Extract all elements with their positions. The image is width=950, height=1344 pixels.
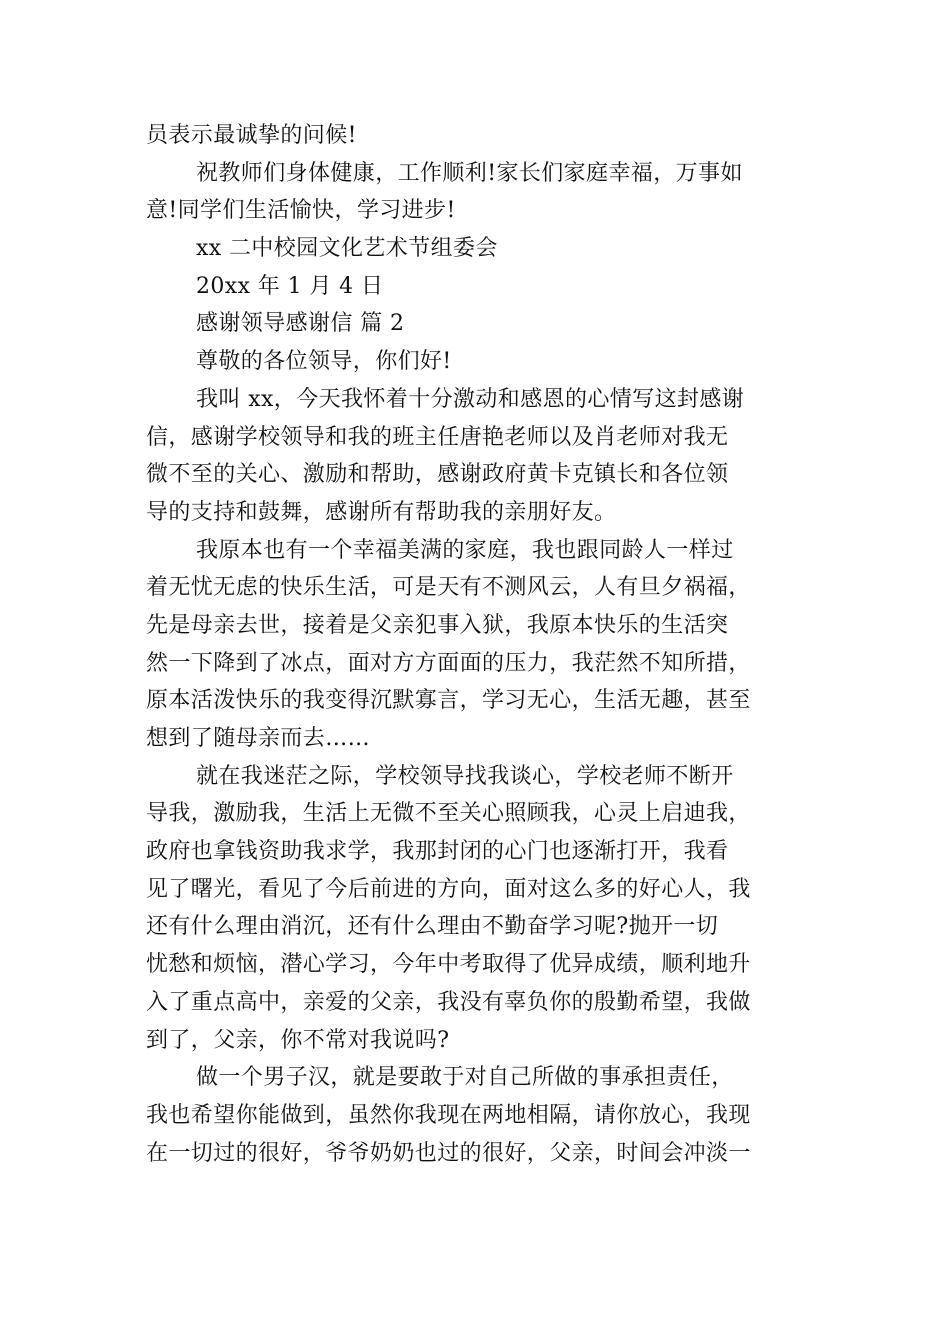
text-line: 导我，激励我，生活上无微不至关心照顾我，心灵上启迪我， xyxy=(146,801,751,827)
text-line: 着无忧无虑的快乐生活，可是天有不测风云，人有旦夕祸福， xyxy=(146,575,751,601)
text-line: 见了曙光，看见了今后前进的方向，面对这么多的好心人，我 xyxy=(146,876,751,902)
text-line: 原本活泼快乐的我变得沉默寡言，学习无心，生活无趣，甚至 xyxy=(146,688,751,714)
text-line: 信，感谢学校领导和我的班主任唐艳老师以及肖老师对我无 xyxy=(146,424,729,450)
signature-date: 20xx 年 1 月 4 日 xyxy=(196,273,384,299)
text-line: 忧愁和烦恼，潜心学习，今年中考取得了优异成绩，顺利地升 xyxy=(146,952,751,978)
section-title: 感谢领导感谢信 篇 2 xyxy=(196,311,405,337)
text-line: 导的支持和鼓舞，感谢所有帮助我的亲朋好友。 xyxy=(146,499,617,525)
salutation: 尊敬的各位领导，你们好! xyxy=(196,349,452,375)
text-line: 到了，父亲，你不常对我说吗? xyxy=(146,1027,450,1053)
text-line: 我叫 xx，今天我怀着十分激动和感恩的心情写这封感谢 xyxy=(196,386,745,412)
text-line: 先是母亲去世，接着是父亲犯事入狱，我原本快乐的生活突 xyxy=(146,612,729,638)
text-line: 意!同学们生活愉快，学习进步! xyxy=(146,198,456,224)
text-line: 入了重点高中，亲爱的父亲，我没有辜负你的殷勤希望，我做 xyxy=(146,989,751,1015)
text-line: 政府也拿钱资助我求学，我那封闭的心门也逐渐打开，我看 xyxy=(146,839,729,865)
text-line: 还有什么理由消沉，还有什么理由不勤奋学习呢?抛开一切 xyxy=(146,914,719,940)
text-line: 我原本也有一个幸福美满的家庭，我也跟同龄人一样过 xyxy=(196,537,734,563)
text-line: 祝教师们身体健康，工作顺利!家长们家庭幸福，万事如 xyxy=(196,160,743,186)
text-line: 在一切过的很好，爷爷奶奶也过的很好，父亲，时间会冲淡一 xyxy=(146,1140,751,1166)
signature-organizer: xx 二中校园文化艺术节组委会 xyxy=(196,236,498,262)
text-line: 就在我迷茫之际，学校领导找我谈心，学校老师不断开 xyxy=(196,763,734,789)
text-line: 员表示最诚挚的问候! xyxy=(146,123,357,148)
text-line: 微不至的关心、激励和帮助，感谢政府黄卡克镇长和各位领 xyxy=(146,462,729,488)
text-line: 然一下降到了冰点，面对方方面面的压力，我茫然不知所措， xyxy=(146,650,751,676)
text-line: 我也希望你能做到，虽然你我现在两地相隔，请你放心，我现 xyxy=(146,1102,751,1128)
text-line: 做一个男子汉，就是要敢于对自己所做的事承担责任， xyxy=(196,1065,734,1091)
text-line: 想到了随母亲而去…… xyxy=(146,726,371,751)
